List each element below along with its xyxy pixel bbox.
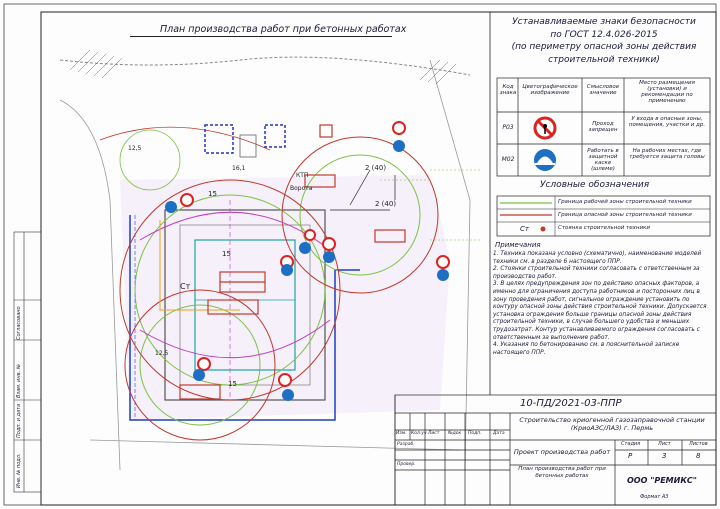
stamp-col-sign: Подп. bbox=[468, 431, 482, 436]
zone5-label: 15 bbox=[228, 380, 237, 388]
signs-header-place: Место размещения (установки) и рекомендации по применению bbox=[639, 80, 695, 104]
signs-header-image: Цветографическое изображение bbox=[522, 84, 578, 96]
dim1-label: 2 (40) bbox=[365, 164, 387, 172]
zone6-label: 16,1 bbox=[232, 165, 246, 172]
sign-row-place: На рабочих местах, где требуется защита головы bbox=[629, 148, 705, 160]
zone3-label: 12,5 bbox=[128, 145, 142, 152]
note-item: 2. Стоянки строительной техники согласовать с ответственным за производство работ. bbox=[493, 266, 700, 280]
stamp-col-date: Дата bbox=[493, 431, 505, 436]
note-item: 3. В целях предупреждения зон по действию опасных факторов, а именно для ограничения доступа работников и посторонних лиц в зону проведения работ, сигнальное ограждение установить по контуру опасной зоны действия строительной техники. Допускается установка ограждения больше границы опасной зоны действия строительной техники, в случае большего удобства и меньших трудозатрат. Контур устанавливаемого ограждения согласовать с ответственным за выполнение работ. bbox=[493, 281, 707, 341]
stamp-col-count: Кол.уч bbox=[411, 431, 427, 436]
stamp-sheet-label: Лист bbox=[658, 441, 671, 447]
dim2-label: 2 (40) bbox=[375, 200, 397, 208]
signs-title-line4: строительной техники) bbox=[548, 54, 660, 65]
sign-row-code: M02 bbox=[501, 156, 515, 163]
legend-title: Условные обозначения bbox=[540, 180, 650, 190]
signs-title-line3: (по периметру опасной зоны действия bbox=[511, 42, 697, 52]
stamp-sheet-title: Проект производства работ bbox=[513, 448, 611, 456]
doc-code: 10-ПД/2021-03-ППР bbox=[520, 398, 622, 409]
signs-header-code: Код знака bbox=[499, 84, 517, 96]
side-label-inv: Инв. № подл. bbox=[16, 453, 22, 488]
stand-label: Ст bbox=[180, 282, 191, 291]
stamp-org: ООО "РЕМИКС" bbox=[627, 476, 697, 485]
plan-title-underline bbox=[130, 36, 392, 37]
stamp-col-doc: №док bbox=[448, 431, 462, 436]
signs-title bbox=[495, 16, 713, 66]
signs-header-meaning: Смысловое значение bbox=[586, 84, 620, 96]
stamp-object: Строительство криогенной газозаправочной станции (КриоАЗС/ЛАЗ) г. Пермь bbox=[519, 416, 705, 432]
stamp-role-check: Провер. bbox=[397, 462, 416, 467]
legend-item-danger-zone: Граница опасной зоны строительной техники bbox=[558, 212, 692, 218]
cabin-label: КТП bbox=[296, 172, 309, 179]
gate-label: Ворота bbox=[290, 185, 313, 192]
legend-item-work-zone: Граница рабочей зоны строительной техники bbox=[558, 199, 692, 205]
zone1-label: 15 bbox=[222, 250, 231, 258]
sign-row-meaning: Работать в защитной каске (шлеме) bbox=[587, 148, 619, 172]
signs-title-line2: по ГОСТ 12.4.026-2015 bbox=[550, 29, 658, 40]
stamp-role-dev: Разраб. bbox=[397, 442, 415, 447]
notes-list bbox=[493, 251, 711, 357]
zone4-label: 12,5 bbox=[155, 350, 169, 357]
signs-title-line1: Устанавливаемые знаки безопасности bbox=[512, 17, 696, 27]
stamp-col-sheet: Лист bbox=[428, 431, 440, 436]
stamp-stage-label: Стадия bbox=[621, 441, 641, 447]
stamp-sheets-total: 8 bbox=[696, 452, 701, 460]
stamp-format: Формат А3 bbox=[640, 494, 669, 500]
side-label-sign-date: Подп. и дата bbox=[16, 403, 22, 438]
note-item: 4. Указания по бетонированию см. в пояснительной записке настоящего ППР. bbox=[493, 342, 680, 356]
helmet-icon bbox=[534, 149, 556, 171]
legend-item-stand: Стоянка строительной техники bbox=[558, 225, 650, 231]
notes-title: Примечания bbox=[495, 241, 541, 249]
sign-row-place: У входа в опасные зоны, помещения, участки и др. bbox=[628, 116, 706, 128]
zone2-label: 15 bbox=[208, 190, 217, 198]
note-item: 1. Техника показана условно (схематично), наименование моделей техники см. в разделе 6 настоящего ППР. bbox=[493, 251, 702, 265]
legend-stand-symbol: Ст bbox=[520, 225, 529, 233]
side-label-replace: Взам. инв. № bbox=[16, 364, 22, 398]
no-entry-icon bbox=[535, 118, 555, 138]
stamp-sheets-label: Листов bbox=[689, 441, 708, 447]
sign-row-code: P03 bbox=[502, 124, 514, 131]
stamp-drawing-title: План производства работ при бетонных работах bbox=[518, 466, 606, 479]
plan-title: План производства работ при бетонных работах bbox=[160, 24, 407, 35]
stamp-stage: Р bbox=[628, 452, 633, 460]
sign-row-meaning: Проход запрещен bbox=[588, 121, 618, 133]
stamp-col-change: Изм. bbox=[396, 431, 407, 436]
side-label-agreed: Согласовано bbox=[16, 306, 22, 340]
stamp-sheet-no: 3 bbox=[662, 452, 667, 460]
